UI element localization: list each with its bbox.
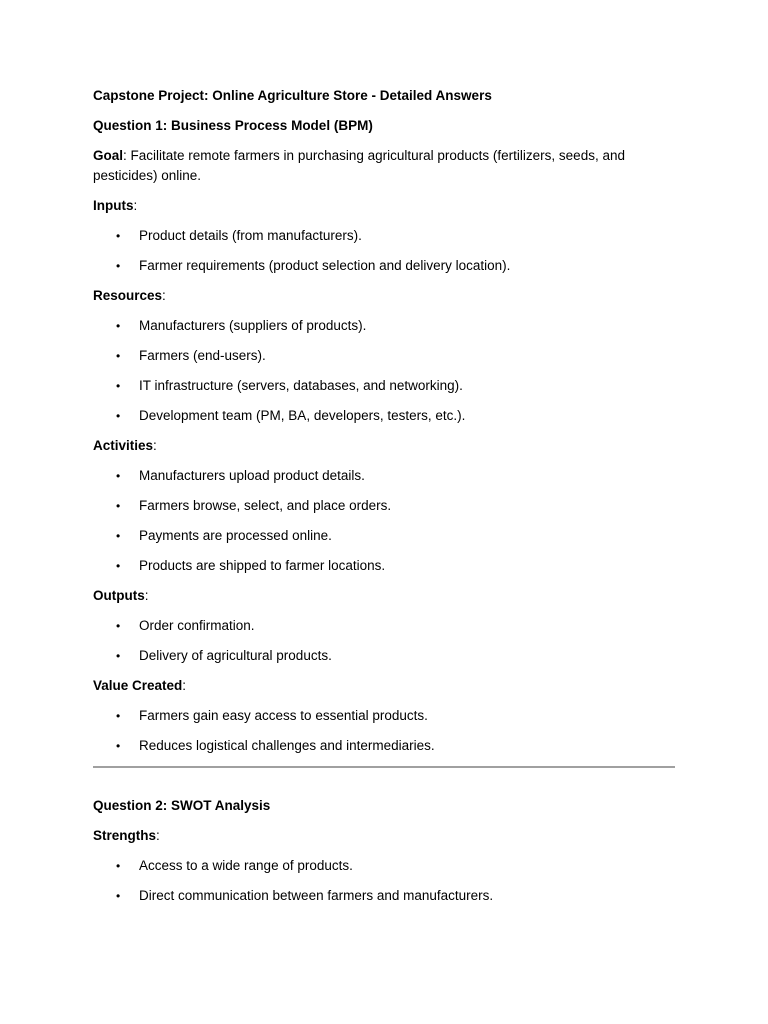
list-item-text: Access to a wide range of products. xyxy=(139,858,353,873)
list-item xyxy=(93,736,676,756)
resources-label: Resources xyxy=(93,288,163,303)
bullet-icon: • xyxy=(116,469,121,483)
list-item xyxy=(93,526,676,546)
list-item xyxy=(93,376,676,396)
list-item-text: IT infrastructure (servers, databases, and networking). xyxy=(139,378,463,393)
list-item xyxy=(93,646,676,666)
question-2-heading: Question 2: SWOT Analysis xyxy=(93,798,271,813)
outputs-heading xyxy=(93,586,676,606)
outputs-label: Outputs xyxy=(93,588,145,603)
bullet-icon: • xyxy=(116,319,121,333)
list-item-text: Direct communication between farmers and manufacturers. xyxy=(139,888,494,903)
list-item-text: Manufacturers (suppliers of products). xyxy=(139,318,367,333)
bullet-icon: • xyxy=(116,499,121,513)
value-created-list xyxy=(93,706,676,756)
list-item xyxy=(93,556,676,576)
strengths-label: Strengths xyxy=(93,828,157,843)
bullet-icon: • xyxy=(116,349,121,363)
bullet-icon: • xyxy=(116,409,121,423)
list-item-text: Order confirmation. xyxy=(139,618,255,633)
colon: : xyxy=(162,288,166,303)
bullet-icon: • xyxy=(116,529,121,543)
inputs-heading xyxy=(93,196,676,216)
list-item xyxy=(93,226,676,246)
list-item-text: Farmers browse, select, and place orders. xyxy=(139,498,392,513)
list-item xyxy=(93,406,676,426)
list-item-text: Product details (from manufacturers). xyxy=(139,228,362,243)
list-item xyxy=(93,886,676,906)
inputs-list xyxy=(93,226,676,276)
list-item xyxy=(93,706,676,726)
list-item-text: Reduces logistical challenges and intermediaries. xyxy=(139,738,435,753)
document-title: Capstone Project: Online Agriculture Store - Detailed Answers xyxy=(93,88,492,103)
colon: : xyxy=(144,588,149,603)
goal-label: Goal xyxy=(93,148,124,163)
question-1-heading: Question 1: Business Process Model (BPM) xyxy=(93,118,373,133)
list-item xyxy=(93,466,676,486)
value-created-heading xyxy=(93,676,676,696)
resources-list xyxy=(93,316,676,426)
bullet-icon: • xyxy=(116,709,121,723)
activities-list xyxy=(93,466,676,576)
bullet-icon: • xyxy=(116,889,121,903)
list-item-text: Farmer requirements (product selection and delivery location). xyxy=(139,258,511,273)
list-item-text: Manufacturers upload product details. xyxy=(139,468,365,483)
list-item xyxy=(93,616,676,636)
list-item-text: Farmers gain easy access to essential products. xyxy=(139,708,428,723)
goal-paragraph xyxy=(93,146,676,186)
horizontal-rule xyxy=(93,766,675,768)
bullet-icon: • xyxy=(116,379,121,393)
strengths-list xyxy=(93,856,676,906)
document-page xyxy=(93,86,676,916)
bullet-icon: • xyxy=(116,649,121,663)
colon: : xyxy=(133,198,138,213)
list-item-text: Delivery of agricultural products. xyxy=(139,648,332,663)
bullet-icon: • xyxy=(116,559,121,573)
colon: : xyxy=(153,438,157,453)
list-item-text: Farmers (end-users). xyxy=(139,348,266,363)
activities-label: Activities xyxy=(93,438,154,453)
list-item xyxy=(93,496,676,516)
value-created-label: Value Created xyxy=(93,678,183,693)
bullet-icon: • xyxy=(116,229,121,243)
list-item xyxy=(93,256,676,276)
bullet-icon: • xyxy=(116,259,121,273)
colon: : xyxy=(182,678,187,693)
list-item xyxy=(93,316,676,336)
bullet-icon: • xyxy=(116,739,121,753)
strengths-heading xyxy=(93,826,676,846)
list-item-text: Payments are processed online. xyxy=(139,528,332,543)
list-item-text: Products are shipped to farmer locations. xyxy=(139,558,386,573)
outputs-list xyxy=(93,616,676,666)
inputs-label: Inputs xyxy=(93,198,134,213)
list-item xyxy=(93,856,676,876)
resources-heading xyxy=(93,286,676,306)
bullet-icon: • xyxy=(116,619,121,633)
colon: : xyxy=(156,828,160,843)
list-item-text: Development team (PM, BA, developers, testers, etc.). xyxy=(139,408,466,423)
list-item xyxy=(93,346,676,366)
activities-heading xyxy=(93,436,676,456)
bullet-icon: • xyxy=(116,859,121,873)
goal-text: : Facilitate remote farmers in purchasing agricultural products (fertilizers, seeds, and pesticides) online. xyxy=(93,148,625,183)
